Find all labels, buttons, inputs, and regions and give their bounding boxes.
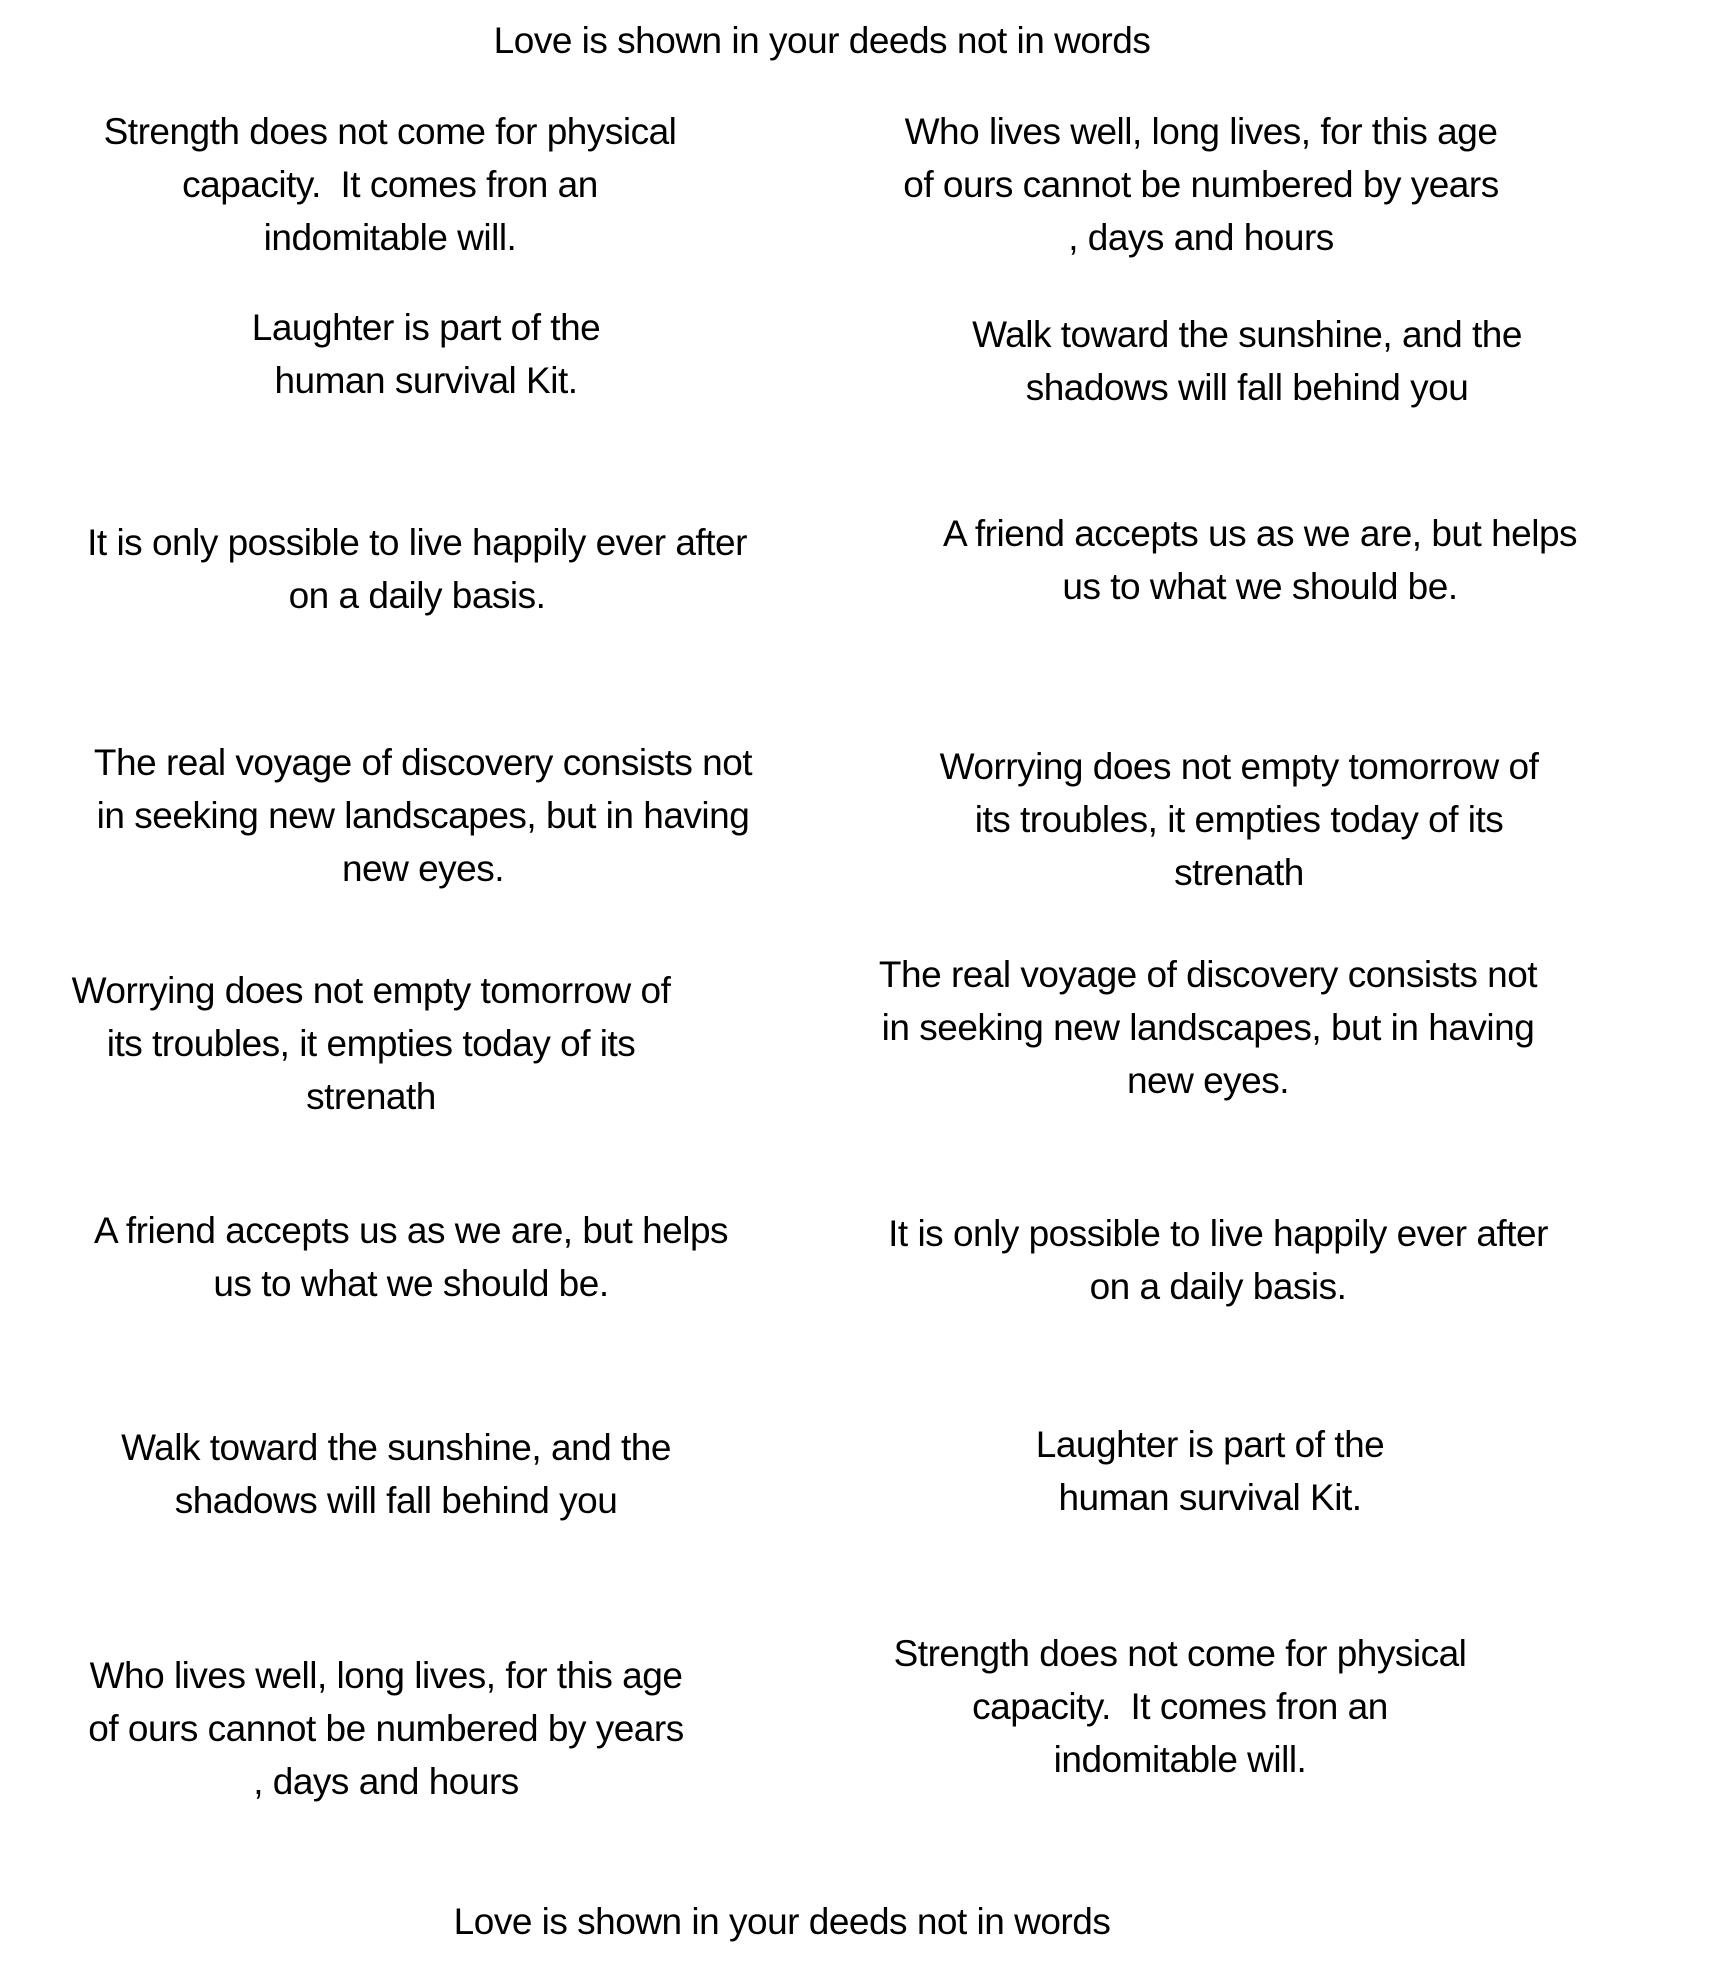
title-bottom: Love is shown in your deeds not in words	[453, 1901, 1111, 1942]
quote-who-lives-right: Who lives well, long lives, for this age of ours cannot be numbered by years , days and hours	[903, 111, 1499, 258]
quote-strength-left: Strength does not come for physical capacity. It comes fron an indomitable will.	[103, 111, 677, 258]
quote-strength-right: Strength does not come for physical capacity. It comes fron an indomitable will.	[893, 1633, 1467, 1780]
quote-friend-right: A friend accepts us as we are, but helps us to what we should be.	[942, 513, 1578, 607]
quote-friend-left: A friend accepts us as we are, but helps us to what we should be.	[93, 1210, 729, 1304]
quote-worrying-left: Worrying does not empty tomorrow of its troubles, it empties today of its strenath	[71, 970, 671, 1117]
quote-walk-right: Walk toward the sunshine, and the shadows will fall behind you	[972, 314, 1522, 408]
title-top: Love is shown in your deeds not in words	[493, 20, 1151, 61]
quote-voyage-right: The real voyage of discovery consists not in seeking new landscapes, but in having new eyes.	[878, 954, 1538, 1101]
quote-happily-left: It is only possible to live happily ever after on a daily basis.	[87, 522, 747, 616]
quote-happily-right: It is only possible to live happily ever after on a daily basis.	[888, 1213, 1548, 1307]
quote-worrying-right: Worrying does not empty tomorrow of its troubles, it empties today of its strenath	[939, 746, 1539, 893]
quote-laughter-right: Laughter is part of the human survival Kit.	[1035, 1424, 1385, 1518]
quote-walk-left: Walk toward the sunshine, and the shadows will fall behind you	[121, 1427, 671, 1521]
quote-who-lives-left: Who lives well, long lives, for this age of ours cannot be numbered by years , days and hours	[88, 1655, 684, 1802]
quote-voyage-left: The real voyage of discovery consists not in seeking new landscapes, but in having new eyes.	[93, 742, 753, 889]
quote-laughter-left: Laughter is part of the human survival Kit.	[251, 307, 601, 401]
